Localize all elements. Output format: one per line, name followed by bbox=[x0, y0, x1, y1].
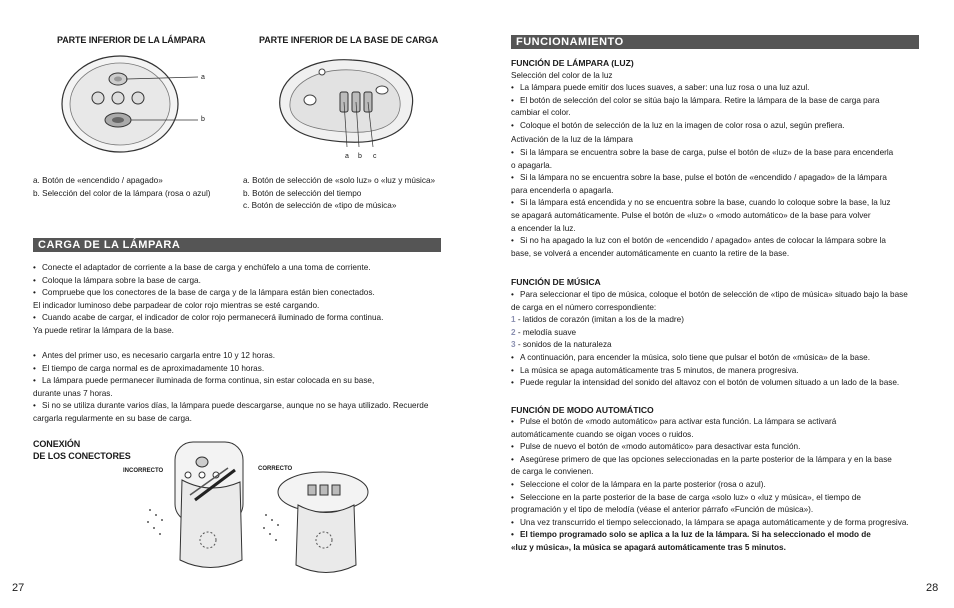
incorrect-connection-illustration bbox=[140, 440, 250, 575]
base-label-a: a bbox=[345, 153, 349, 160]
charging-list-b: • Antes del primer uso, es necesario cargarla entre 10 y 12 horas. • El tiempo de carga normal es de aproximadamente 10 horas. • La lámpara puede permanecer iluminada de forma continua, sin estar colocada en su base, durante unas 7 horas. • Si no se utiliza durante varios días, la lámpara puede descargarse, aunque no se haya utilizado. Recuerde cargarla regularmente en su base de carga. bbox=[33, 350, 453, 426]
base-label-b: b bbox=[358, 153, 362, 160]
connector-heading: CONEXIÓN DE LOS CONECTORES bbox=[33, 439, 131, 461]
light-list1: • La lámpara puede emitir dos luces suaves, a saber: una luz rosa o una luz azul. • El botón de selección del color se sitúa bajo la lámpara. Retire la lámpara de la base de carga para cambiar el color. • Coloque el botón de selección de la luz en la imagen de color rosa o azul, según prefiera. bbox=[511, 82, 931, 132]
base-label-c: c bbox=[373, 153, 377, 160]
incorrect-label: INCORRECTO bbox=[123, 468, 164, 474]
lamp-label-b: b bbox=[201, 116, 205, 123]
auto-heading: FUNCIÓN DE MODO AUTOMÁTICO bbox=[511, 405, 654, 415]
auto-list: • Pulse el botón de «modo automático» para activar esta función. La lámpara se activará automáticamente cuando se oigan voces o ruidos. • Pulse de nuevo el botón de «modo automático» para desactivar esta función. • Asegúrese primero de que las opciones seleccionadas en la parte posterior de la lámpara y en la base de carga le convienen. • Seleccione el color de la lámpara en la parte posterior (rosa o azul). • Seleccione en la parte posterior de la base de carga «solo luz» o «luz y música», el tiempo de programación y el tipo de melodía (véase el anterior párrafo «Función de música»). • Una vez transcurrido el tiempo seleccionado, la lámpara se apaga automáticamente y de forma progresiva. • El tiempo programado solo se aplica a la luz de la lámpara. Si ha seleccionado el modo de «luz y música», la música se apagará automáticamente tras 5 minutos. bbox=[511, 416, 931, 555]
light-heading: FUNCIÓN DE LÁMPARA (LUZ) bbox=[511, 58, 634, 68]
music-list: • Para seleccionar el tipo de música, coloque el botón de selección de «tipo de música» situado bajo la base de carga en el número correspondiente: 1 - latidos de corazón (imitan a los de la madre) 2 - melodía suave 3 - sonidos de la naturaleza • A continuación, para encender la música, solo tiene que pulsar el botón de «música» de la base. • La música se apaga automáticamente tras 5 minutos, de manera progresiva. • Puede regular la intensidad del sonido del altavoz con el botón de volumen situado a un lado de la base. bbox=[511, 289, 931, 390]
lamp-legend: a. Botón de «encendido / apagado» b. Selección del color de la lámpara (rosa o azul) bbox=[33, 176, 211, 198]
section-bar-charging: CARGA DE LA LÁMPARA bbox=[33, 238, 441, 252]
light-list2: • Si la lámpara se encuentra sobre la base de carga, pulse el botón de «luz» de la base para encenderla o apagarla. • Si la lámpara no se encuentra sobre la base, pulse el botón de «encendido / apagado» de la lámpara para encenderla o apagarla. • Si la lámpara está encendida y no se encuentra sobre la base, cuando lo coloque sobre la base, la luz se apagará automáticamente. Pulse el botón de «luz» o «modo automático» de la base para volver a encender la luz. • Si no ha apagado la luz con el botón de «encendido / apagado» antes de colocar la lámpara sobre la base, se volverá a encender automáticamente en cuanto la retire de la base. bbox=[511, 147, 931, 260]
lamp-label-a: a bbox=[201, 74, 205, 81]
light-sub2: Activación de la luz de la lámpara bbox=[511, 135, 633, 144]
caption-base-bottom: PARTE INFERIOR DE LA BASE DE CARGA bbox=[259, 35, 439, 45]
music-heading: FUNCIÓN DE MÚSICA bbox=[511, 277, 601, 287]
base-bottom-illustration bbox=[272, 52, 422, 152]
correct-label: CORRECTO bbox=[258, 466, 293, 472]
charging-list-a: • Conecte el adaptador de corriente a la base de carga y enchúfelo a una toma de corriente. • Coloque la lámpara sobre la base de carga. • Compruebe que los conectores de la base de carga y de la lámpara están bien conectados. El indicador luminoso debe parpadear de color rojo mientras se esté cargando. • Cuando acabe de cargar, el indicador de color rojo permanecerá iluminado de forma continua. Ya puede retirar la lámpara de la base. bbox=[33, 262, 453, 338]
section-bar-operation: FUNCIONAMIENTO bbox=[511, 35, 919, 49]
page-number-left: 27 bbox=[12, 582, 25, 594]
base-legend: a. Botón de selección de «solo luz» o «luz y música» b. Botón de selección del tiempo c. Botón de selección de «tipo de música» bbox=[243, 176, 436, 211]
correct-connection-illustration bbox=[258, 470, 378, 580]
page-number-right: 28 bbox=[926, 582, 939, 594]
caption-lamp-bottom: PARTE INFERIOR DE LA LÁMPARA bbox=[57, 35, 206, 45]
lamp-bottom-illustration bbox=[60, 52, 220, 162]
light-sub1: Selección del color de la luz bbox=[511, 71, 613, 80]
